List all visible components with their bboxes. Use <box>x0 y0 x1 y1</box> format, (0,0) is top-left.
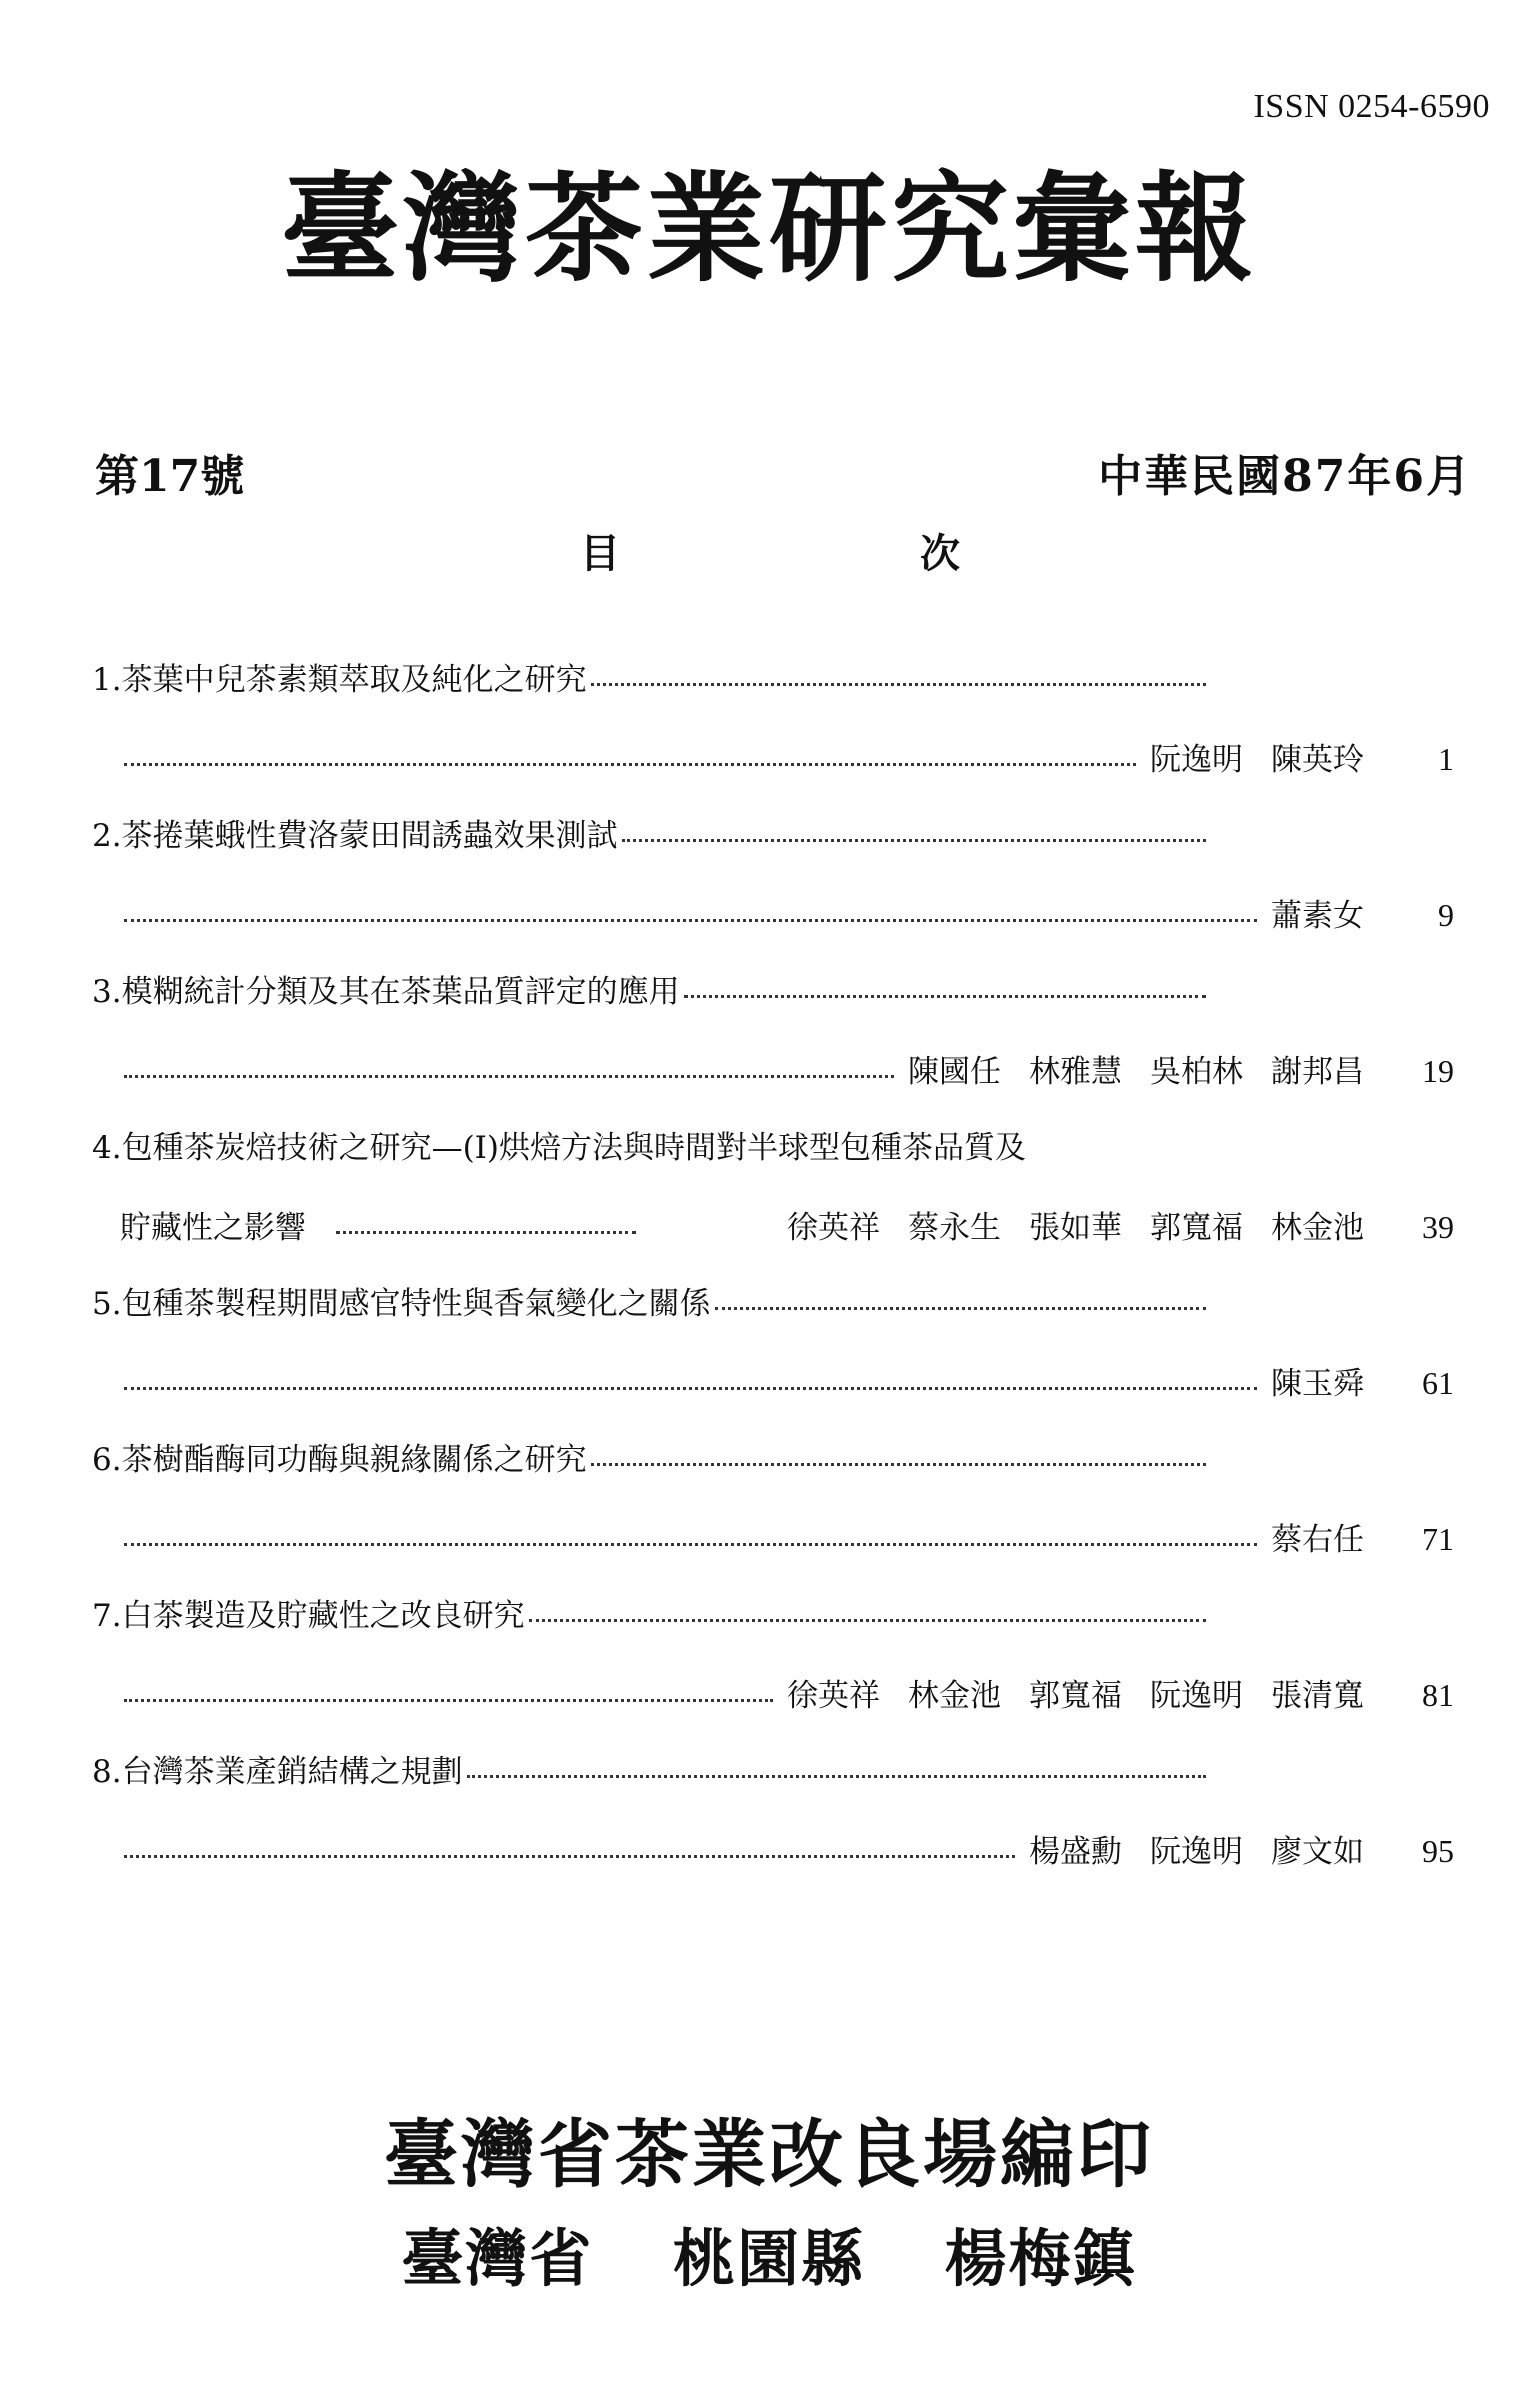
author-name: 吳柏林 <box>1150 1054 1243 1090</box>
toc-entry-authors <box>777 1678 1364 1715</box>
dot-leader <box>622 839 1206 842</box>
author-name: 廖文如 <box>1271 1834 1364 1870</box>
dot-leader <box>684 995 1206 998</box>
author-name: 林金池 <box>908 1678 1001 1714</box>
toc-entry-title-line <box>92 974 1210 1052</box>
dot-leader <box>591 683 1206 686</box>
dot-leader <box>124 1699 773 1702</box>
dot-leader <box>124 919 1257 922</box>
toc-entry-number: 4. <box>92 1130 122 1166</box>
author-name: 陳玉舜 <box>1271 1366 1364 1402</box>
toc-entry-page-number: 39 <box>1422 1209 1454 1245</box>
dot-leader <box>124 1855 1015 1858</box>
toc-entry-authors <box>1019 1834 1364 1871</box>
toc-entry-author-line <box>92 1208 1454 1286</box>
issue-date: 中華民國87年6月 <box>1098 451 1472 502</box>
journal-title: 臺灣茶業研究彙報 <box>280 159 1257 298</box>
author-name: 張清寬 <box>1271 1678 1364 1714</box>
toc-entry-author-line <box>92 1832 1454 1910</box>
toc-entry-title-line <box>92 818 1210 896</box>
toc-entry-page-number: 95 <box>1422 1833 1454 1869</box>
author-name: 林雅慧 <box>1029 1054 1122 1090</box>
toc-entry <box>92 1286 1454 1442</box>
author-name: 郭寬福 <box>1150 1210 1243 1246</box>
toc-entry-number: 3. <box>92 974 122 1010</box>
toc-entry-title: 茶樹酯酶同功酶與親緣關係之研究 <box>121 1442 587 1478</box>
author-name: 阮逸明 <box>1150 1834 1243 1870</box>
dot-leader <box>591 1463 1206 1466</box>
author-name: 陳國任 <box>908 1054 1001 1090</box>
toc-entry-page-number: 19 <box>1422 1053 1454 1089</box>
toc-entry-page-number: 1 <box>1438 741 1454 777</box>
toc-entry-title: 包種茶炭焙技術之研究—(Ⅰ)烘焙方法與時間對半球型包種茶品質及 <box>121 1130 1027 1166</box>
toc-entry-title-line <box>92 1442 1210 1520</box>
toc-entry-number: 8. <box>92 1754 122 1790</box>
author-name: 陳英玲 <box>1271 742 1364 778</box>
toc-entry <box>92 662 1454 818</box>
toc-heading <box>580 522 960 579</box>
toc-entry-title-line <box>92 1286 1210 1364</box>
toc-entry-title-line <box>92 1754 1210 1832</box>
toc-heading-right: 次 <box>920 530 960 577</box>
author-name: 阮逸明 <box>1150 742 1243 778</box>
toc-entry-page-number: 9 <box>1438 897 1454 933</box>
issn-number: ISSN 0254-6590 <box>1253 88 1490 125</box>
author-name: 徐英祥 <box>787 1678 880 1714</box>
toc-entry <box>92 974 1454 1130</box>
toc-entry-authors <box>1261 1366 1364 1403</box>
toc-entry-authors <box>898 1054 1364 1091</box>
table-of-contents <box>92 662 1454 1910</box>
toc-entry <box>92 1754 1454 1910</box>
toc-entry-title: 包種茶製程期間感官特性與香氣變化之關係 <box>121 1286 711 1322</box>
toc-entry-number: 7. <box>92 1598 122 1634</box>
publisher: 臺灣省茶業改良場編印 <box>384 2112 1154 2198</box>
dot-leader <box>124 763 1136 766</box>
toc-entry <box>92 818 1454 974</box>
dot-leader <box>124 1387 1257 1390</box>
toc-entry-author-line <box>92 1520 1454 1598</box>
toc-entry-authors <box>1140 742 1364 779</box>
location-town: 楊梅鎮 <box>944 2222 1137 2295</box>
toc-entry-authors <box>1261 1522 1364 1559</box>
author-name: 楊盛勳 <box>1029 1834 1122 1870</box>
dot-leader <box>124 1075 894 1078</box>
toc-entry-title-line <box>92 662 1210 740</box>
issue-number: 第17號 <box>95 451 245 502</box>
dot-leader <box>336 1231 636 1234</box>
author-name: 蕭素女 <box>1271 898 1364 934</box>
toc-entry-page-number: 71 <box>1422 1521 1454 1557</box>
dot-leader <box>467 1775 1206 1778</box>
dot-leader <box>529 1619 1206 1622</box>
toc-entry-author-line <box>92 1364 1454 1442</box>
author-name: 林金池 <box>1271 1210 1364 1246</box>
toc-heading-left: 目 <box>580 530 620 577</box>
author-name: 郭寬福 <box>1029 1678 1122 1714</box>
toc-entry-number: 5. <box>92 1286 122 1322</box>
author-name: 徐英祥 <box>787 1210 880 1246</box>
toc-entry-title: 白茶製造及貯藏性之改良研究 <box>121 1598 525 1634</box>
toc-entry-title-line <box>92 1130 1210 1208</box>
toc-entry-authors <box>1261 898 1364 935</box>
publisher-location <box>0 2222 1538 2295</box>
dot-leader <box>124 1543 1257 1546</box>
author-name: 蔡永生 <box>908 1210 1001 1246</box>
toc-entry-number: 1. <box>92 662 122 698</box>
toc-entry <box>92 1442 1454 1598</box>
toc-entry-author-line <box>92 896 1454 974</box>
toc-entry-title: 茶葉中兒茶素類萃取及純化之研究 <box>121 662 587 698</box>
author-name: 阮逸明 <box>1150 1678 1243 1714</box>
toc-entry-number: 6. <box>92 1442 122 1478</box>
toc-entry <box>92 1130 1454 1286</box>
toc-entry-authors <box>777 1210 1364 1247</box>
toc-entry-title: 模糊統計分類及其在茶葉品質評定的應用 <box>121 974 680 1010</box>
dot-leader <box>715 1307 1206 1310</box>
toc-entry-author-line <box>92 1052 1454 1130</box>
toc-entry-page-number: 81 <box>1422 1677 1454 1713</box>
toc-entry-number: 2. <box>92 818 122 854</box>
toc-entry-author-line <box>92 740 1454 818</box>
toc-entry-title: 台灣茶業產銷結構之規劃 <box>121 1754 463 1790</box>
toc-entry-title-continuation: 貯藏性之影響 <box>120 1210 306 1246</box>
author-name: 張如華 <box>1029 1210 1122 1246</box>
toc-entry-title: 茶捲葉蛾性費洛蒙田間誘蟲效果測試 <box>121 818 618 854</box>
location-county: 桃園縣 <box>672 2222 865 2295</box>
location-province: 臺灣省 <box>401 2222 594 2295</box>
toc-entry-page-number: 61 <box>1422 1365 1454 1401</box>
toc-entry-author-line <box>92 1676 1454 1754</box>
author-name: 蔡右任 <box>1271 1522 1364 1558</box>
author-name: 謝邦昌 <box>1271 1054 1364 1090</box>
toc-entry-title-line <box>92 1598 1210 1676</box>
toc-entry <box>92 1598 1454 1754</box>
